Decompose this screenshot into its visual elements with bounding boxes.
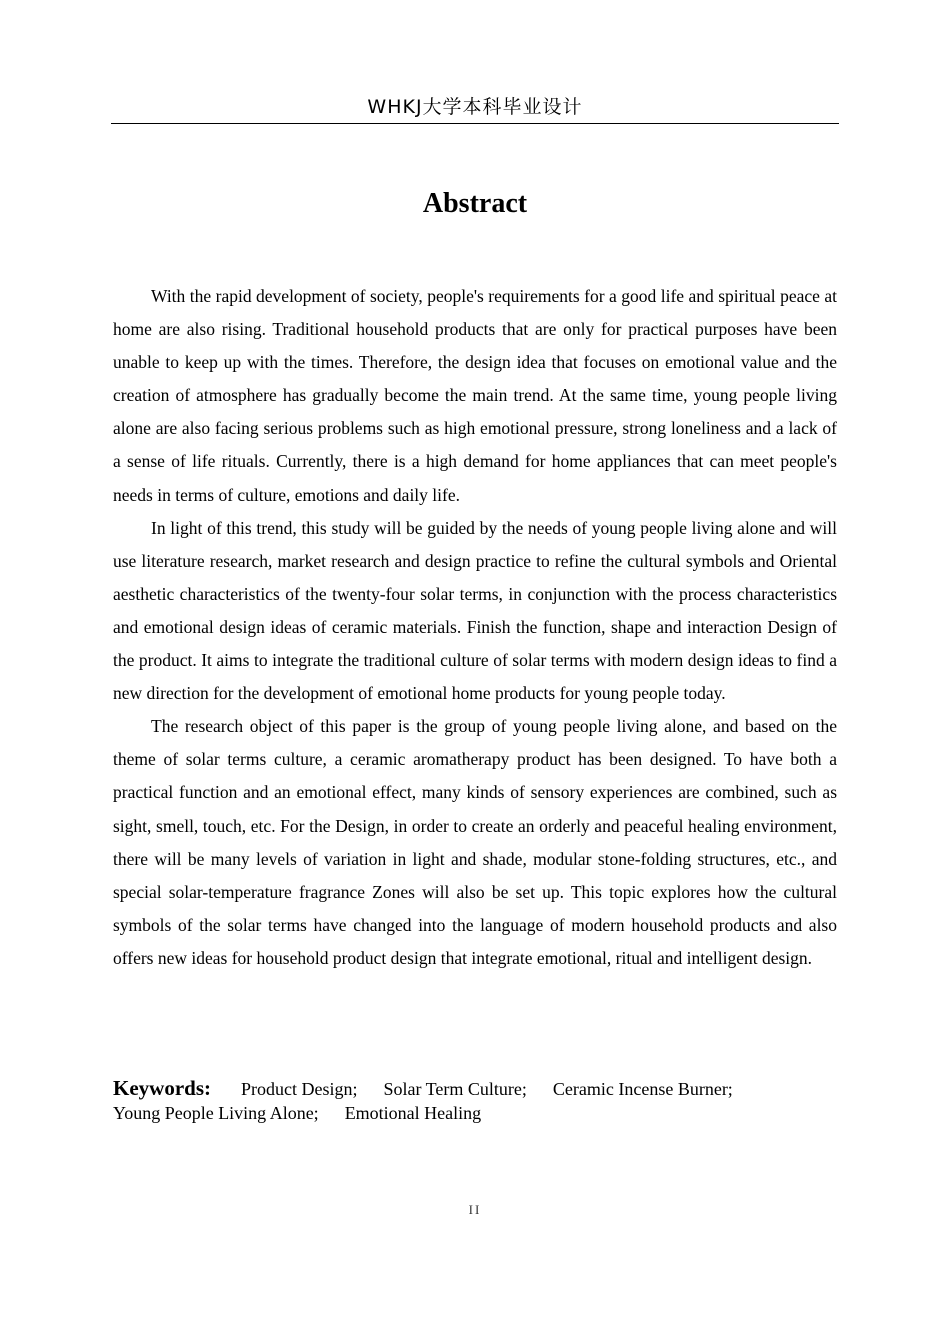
- abstract-paragraph: In light of this trend, this study will be guided by the needs of young people living alone and will use literature research, market research and design practice to refine the cultural symbols and Oriental aesthetic characteristics of the twenty-four solar terms, in conjunction with the process characteristics and emotional design ideas of ceramic materials. Finish the function, shape and interaction Design of the product. It aims to integrate the traditional culture of solar terms with modern design ideas to find a new direction for the development of emotional home products for young people today.: [113, 517, 837, 704]
- keyword-item: Solar Term Culture;: [383, 1079, 527, 1099]
- keyword-item: Young People Living Alone;: [113, 1103, 319, 1123]
- page-title: Abstract: [422, 188, 528, 219]
- abstract-paragraph: The research object of this paper is the group of young people living alone, and based on the theme of solar terms culture, a ceramic aromatherapy product has been designed. To have both a practical function and an emotional effect, many kinds of sensory experiences are combined, such as sight, smell, touch, etc. For the Design, in order to create an orderly and peaceful healing environment, there will be many levels of variation in light and shade, modular stone-folding structures, etc., and special solar-temperature fragrance Zones will also be set up. This topic explores how the cultural symbols of the solar terms have changed into the language of modern household products and also offers new ideas for household product design that integrate emotional, ritual and intelligent design.: [113, 716, 837, 968]
- header-rule: [111, 123, 839, 124]
- keywords-second-line: [113, 1101, 837, 1125]
- page-number: II: [468, 1202, 482, 1217]
- keyword-item: Product Design;: [241, 1079, 358, 1099]
- running-header: WHKJ大学本科毕业设计: [367, 96, 583, 118]
- keywords-section: [113, 1076, 837, 1125]
- keywords-label: Keywords:: [113, 1076, 211, 1100]
- keyword-item: Ceramic Incense Burner;: [552, 1079, 733, 1099]
- keyword-item: Emotional Healing: [344, 1103, 482, 1123]
- abstract-paragraph: With the rapid development of society, people's requirements for a good life and spiritual peace at home are also rising. Traditional household products that are only for practical purposes have been unable to keep up with the times. Therefore, the design idea that focuses on emotional value and the creation of atmosphere has gradually become the main trend. At the same time, young people living alone are also facing serious problems such as high emotional pressure, strong loneliness and a lack of a sense of life rituals. Currently, there is a high demand for home appliances that can meet people's needs in terms of culture, emotions and daily life.: [113, 286, 837, 505]
- abstract-body: [113, 280, 837, 975]
